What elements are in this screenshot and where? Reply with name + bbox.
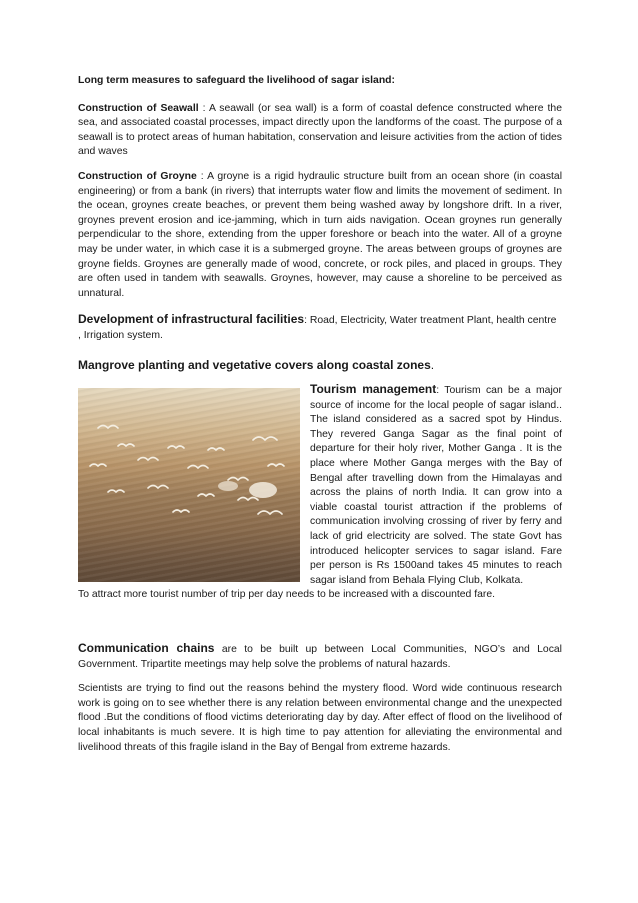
mangrove-suffix: . (430, 357, 435, 372)
seagulls-over-sea-photo (78, 388, 300, 582)
seawall-paragraph (78, 102, 562, 160)
communication-paragraph (78, 641, 562, 672)
groyne-title: Construction of Groyne (78, 170, 197, 182)
tourism-title: Tourism management (310, 382, 437, 397)
document-content (78, 74, 562, 765)
groyne-body: : A groyne is a rigid hydraulic structure built from an ocean shore (in coastal engineering) or from a bank (in rivers) that interrupts water flow and limits the movement of sediment. In the ocean, groynes create beaches, or prevent them being washed away by longshore drift. In a river, groynes prevent erosion and ice-jamming, which in turn aids navigation. Ocean groynes run generally perpendicular to the shore, extending from the upper foreshore or beach into the water. All of a groyne may be under water, in which case it is a submerged groyne. The areas between groups of groynes are groyne fields. Groynes are generally made of wood, concrete, or rock piles, and placed in groups. They are often used in tandem with seawalls. Groynes, however, may cause a shoreline to be perceived as unnatural. (78, 170, 562, 299)
groyne-paragraph (78, 170, 562, 301)
infrastructure-title: Development of infrastructural facilities (78, 312, 305, 327)
tourism-body: : Tourism can be a major source of income for the local people of sagar island.. The island considered as a sacred spot by Hindus. They revered Ganga Sagar as the final point of departure for their holy river, Mother Ganga . It is the place where Mother Ganga merges with the Bay of Bengal after travelling down from the Himalayas and across the plains of north India. It can grow into a viable coastal tourist attraction if the problems of communication involving crossing of river by ferry and lack of grid electricity are solved. The state Govt has introduced helicopter services to sagar island. Fare per person is Rs 1500and takes 45 minutes to reach sagar island from Behala Flying Club, Kolkata. (310, 385, 562, 586)
page-heading: Long term measures to safeguard the livelihood of sagar island: (78, 75, 395, 86)
birds-illustration (78, 388, 300, 582)
communication-body: are to be built up between Local Communities, NGO’s and Local Government. Tripartite meetings may help solve the problems of natural hazards. (78, 644, 562, 670)
mangrove-title: Mangrove planting and vegetative covers along coastal zones (78, 357, 431, 372)
seawall-title: Construction of Seawall (78, 102, 199, 114)
seawall-body: : A seawall (or sea wall) is a form of coastal defence constructed where the sea, and associated coastal processes, impact directly upon the landforms of the coast. The purpose of a seawall is to protect areas of human habitation, conservation and leisure activities from the action of tides and waves (78, 102, 562, 158)
scientists-paragraph: Scientists are trying to find out the reasons behind the mystery flood. Word wide continuous research work is going on to see whether there is any relation between environmental change and the unexpected flood .But the conditions of flood victims deteriorating day by day. After effect of flood on the livelihood of local inhabitants is much severe. It is high time to pay attention for alleviating the environmental and livelihood threats of this fragile island in the Bay of Bengal from extreme hazards. (78, 683, 562, 753)
infrastructure-paragraph (78, 311, 562, 343)
communication-title: Communication chains (78, 641, 215, 655)
mangrove-heading (78, 358, 562, 373)
tourism-continuation: To attract more tourist number of trip per day needs to be increased with a discounted fare. (78, 589, 495, 601)
infrastructure-body: : Road, Electricity, Water treatment Plant, health centre , Irrigation system. (78, 315, 557, 341)
